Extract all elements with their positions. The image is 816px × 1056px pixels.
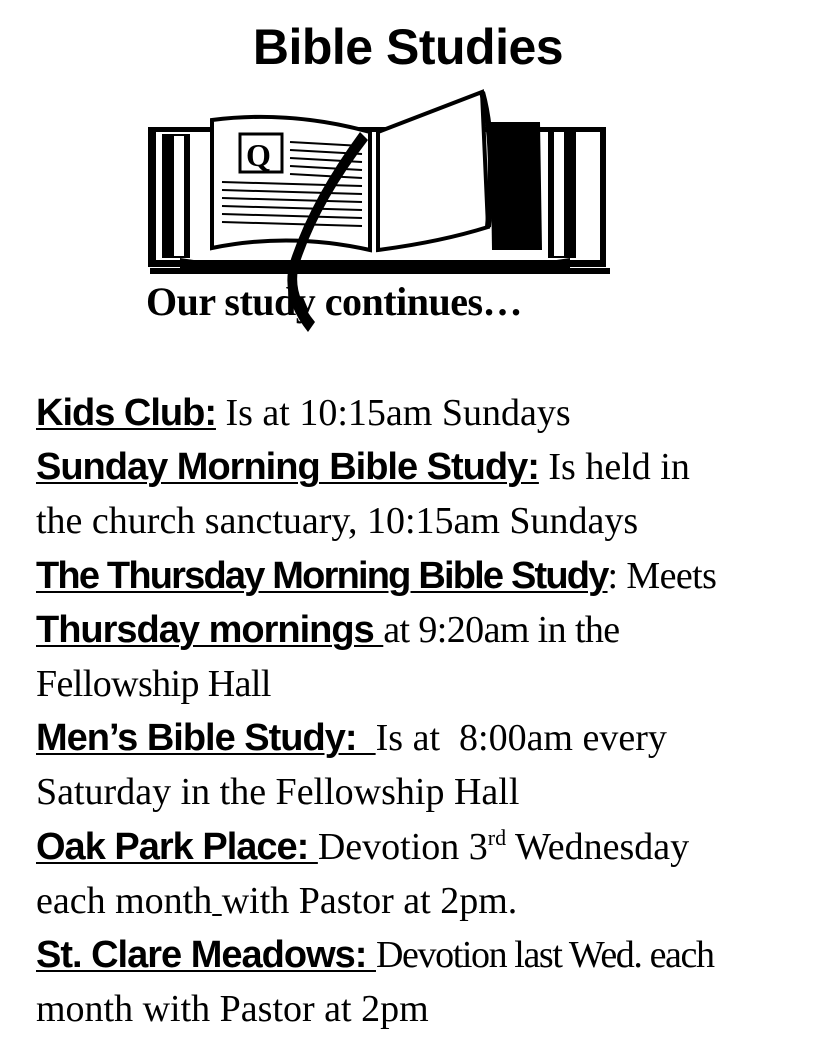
list-item [36,440,796,494]
kids-club-text: Is at 10:15am Sundays [215,392,571,434]
thursday-study-text: : Meets [607,554,717,597]
svg-text:Q: Q [246,137,271,173]
sunday-study-text-cont: the church sanctuary, 10:15am Sundays [36,500,639,543]
ordinal-suffix: rd [487,824,507,850]
list-item [36,928,796,982]
list-item [36,874,796,928]
clipart-caption: Our study continues… [146,279,523,324]
sunday-study-heading: Sunday Morning Bible Study: [36,446,539,489]
underlined-space [212,880,222,922]
list-item [36,765,796,819]
list-item [36,820,796,874]
mens-study-text: Is at 8:00am every [375,717,667,760]
st-clare-text-cont: month with Pastor at 2pm [36,988,429,1031]
thursday-study-location: Fellowship Hall [36,662,271,705]
sunday-study-text: Is held in [538,446,690,489]
thursday-study-time: at 9:20am in the [383,608,620,651]
thursday-mornings-heading: Thursday mornings [36,608,384,651]
oak-park-text: Devotion 3 [317,825,488,868]
list-item [36,982,796,1036]
oak-park-text-cont: each month [36,879,213,922]
page-title: Bible Studies [252,19,564,75]
oak-park-heading: Oak Park Place: [36,825,318,868]
mens-study-heading: Men’s Bible Study: [36,717,376,760]
st-clare-text: Devotion last Wed. each [375,933,714,976]
st-clare-heading: St. Clare Meadows: [36,933,376,976]
mens-study-text-cont: Saturday in the Fellowship Hall [36,771,520,814]
list-item [36,494,796,548]
oak-park-text-end: with Pastor at 2pm. [221,879,518,922]
kids-club-heading: Kids Club: [36,392,216,434]
list-item [36,603,796,657]
thursday-study-heading: The Thursday Morning Bible Study [36,554,608,597]
list-item [36,386,796,440]
list-item [36,549,796,603]
oak-park-text-day: Wednesday [506,825,690,868]
bible-study-list [36,386,796,1036]
list-item [36,657,796,711]
list-item [36,711,796,765]
